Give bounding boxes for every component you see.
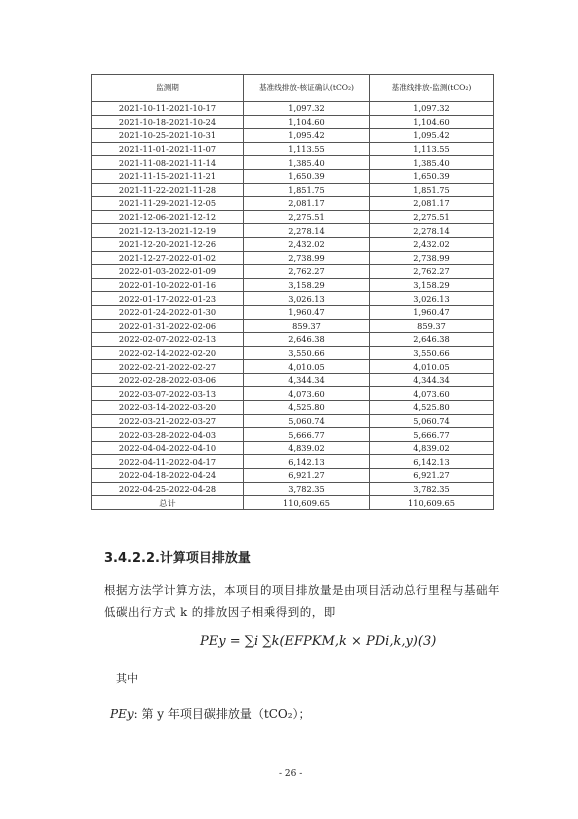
verified-cell: 1,097.32 bbox=[244, 102, 370, 116]
table-row bbox=[92, 102, 494, 116]
monitored-cell: 4,839.02 bbox=[370, 441, 494, 455]
emission-formula: PEy = ∑i ∑k(EFPKM,k × PDi,k,y)(3) bbox=[200, 634, 437, 649]
table-row bbox=[92, 251, 494, 265]
period-cell: 2022-04-18-2022-04-24 bbox=[92, 469, 244, 483]
monitored-cell: 3,782.35 bbox=[370, 482, 494, 496]
verified-cell: 5,060.74 bbox=[244, 414, 370, 428]
variable-description: : 第 y 年项目碳排放量（tCO₂）； bbox=[133, 707, 311, 721]
table-row bbox=[92, 169, 494, 183]
verified-cell: 1,851.75 bbox=[244, 183, 370, 197]
table-row bbox=[92, 265, 494, 279]
period-cell: 2021-12-06-2021-12-12 bbox=[92, 210, 244, 224]
table-row bbox=[92, 210, 494, 224]
table-header-row bbox=[92, 75, 494, 102]
total-verified: 110,609.65 bbox=[244, 496, 370, 510]
body-paragraph: 根据方法学计算方法，本项目的项目排放量是由项目活动总行里程与基础年低碳出行方式 k 的排放因子相乘得到的，即 bbox=[104, 583, 500, 619]
period-cell: 2022-04-25-2022-04-28 bbox=[92, 482, 244, 496]
verified-cell: 2,762.27 bbox=[244, 265, 370, 279]
period-cell: 2021-10-11-2021-10-17 bbox=[92, 102, 244, 116]
monitored-cell: 4,525.80 bbox=[370, 401, 494, 415]
monitored-cell: 1,113.55 bbox=[370, 142, 494, 156]
table-row bbox=[92, 441, 494, 455]
total-label: 总计 bbox=[92, 496, 244, 510]
period-cell: 2021-12-20-2021-12-26 bbox=[92, 237, 244, 251]
period-cell: 2022-04-04-2022-04-10 bbox=[92, 441, 244, 455]
emissions-table bbox=[91, 74, 494, 510]
monitored-cell: 2,275.51 bbox=[370, 210, 494, 224]
monitored-cell: 2,738.99 bbox=[370, 251, 494, 265]
monitored-cell: 4,344.34 bbox=[370, 373, 494, 387]
period-cell: 2021-11-15-2021-11-21 bbox=[92, 169, 244, 183]
header-verified: 基准线排放-核证确认(tCO₂) bbox=[244, 75, 370, 102]
monitored-cell: 2,646.38 bbox=[370, 333, 494, 347]
table-row bbox=[92, 455, 494, 469]
period-cell: 2022-04-11-2022-04-17 bbox=[92, 455, 244, 469]
monitored-cell: 2,432.02 bbox=[370, 237, 494, 251]
variable-symbol: PEy bbox=[110, 707, 134, 721]
verified-cell: 1,113.55 bbox=[244, 142, 370, 156]
period-cell: 2022-02-07-2022-02-13 bbox=[92, 333, 244, 347]
table-row bbox=[92, 197, 494, 211]
table-row bbox=[92, 373, 494, 387]
monitored-cell: 1,104.60 bbox=[370, 115, 494, 129]
verified-cell: 2,275.51 bbox=[244, 210, 370, 224]
verified-cell: 3,550.66 bbox=[244, 346, 370, 360]
verified-cell: 6,142.13 bbox=[244, 455, 370, 469]
monitored-cell: 2,278.14 bbox=[370, 224, 494, 238]
period-cell: 2021-12-27-2022-01-02 bbox=[92, 251, 244, 265]
table-row bbox=[92, 401, 494, 415]
verified-cell: 1,104.60 bbox=[244, 115, 370, 129]
verified-cell: 1,095.42 bbox=[244, 129, 370, 143]
monitored-cell: 1,650.39 bbox=[370, 169, 494, 183]
verified-cell: 1,960.47 bbox=[244, 305, 370, 319]
verified-cell: 1,650.39 bbox=[244, 169, 370, 183]
table-row bbox=[92, 414, 494, 428]
table-row bbox=[92, 183, 494, 197]
monitored-cell: 4,010.05 bbox=[370, 360, 494, 374]
period-cell: 2022-02-14-2022-02-20 bbox=[92, 346, 244, 360]
total-monitored: 110,609.65 bbox=[370, 496, 494, 510]
table-row bbox=[92, 387, 494, 401]
period-cell: 2022-01-10-2022-01-16 bbox=[92, 278, 244, 292]
monitored-cell: 6,921.27 bbox=[370, 469, 494, 483]
period-cell: 2021-11-22-2021-11-28 bbox=[92, 183, 244, 197]
verified-cell: 4,839.02 bbox=[244, 441, 370, 455]
verified-cell: 2,738.99 bbox=[244, 251, 370, 265]
table-row bbox=[92, 129, 494, 143]
monitored-cell: 5,060.74 bbox=[370, 414, 494, 428]
header-period: 监测期 bbox=[92, 75, 244, 102]
table-row bbox=[92, 428, 494, 442]
table-row bbox=[92, 319, 494, 333]
period-cell: 2022-02-21-2022-02-27 bbox=[92, 360, 244, 374]
table-row bbox=[92, 333, 494, 347]
period-cell: 2022-02-28-2022-03-06 bbox=[92, 373, 244, 387]
table-row bbox=[92, 156, 494, 170]
verified-cell: 5,666.77 bbox=[244, 428, 370, 442]
verified-cell: 2,646.38 bbox=[244, 333, 370, 347]
verified-cell: 4,010.05 bbox=[244, 360, 370, 374]
page-number: - 26 - bbox=[279, 769, 303, 779]
period-cell: 2021-10-25-2021-10-31 bbox=[92, 129, 244, 143]
table-row bbox=[92, 278, 494, 292]
verified-cell: 3,026.13 bbox=[244, 292, 370, 306]
monitored-cell: 6,142.13 bbox=[370, 455, 494, 469]
monitored-cell: 1,851.75 bbox=[370, 183, 494, 197]
where-label: 其中 bbox=[116, 672, 138, 685]
monitored-cell: 1,385.40 bbox=[370, 156, 494, 170]
table-row bbox=[92, 346, 494, 360]
monitored-cell: 1,960.47 bbox=[370, 305, 494, 319]
monitored-cell: 859.37 bbox=[370, 319, 494, 333]
verified-cell: 4,073.60 bbox=[244, 387, 370, 401]
table-row bbox=[92, 305, 494, 319]
monitored-cell: 1,095.42 bbox=[370, 129, 494, 143]
verified-cell: 4,525.80 bbox=[244, 401, 370, 415]
table-row bbox=[92, 224, 494, 238]
period-cell: 2022-01-03-2022-01-09 bbox=[92, 265, 244, 279]
table-row bbox=[92, 237, 494, 251]
monitored-cell: 3,158.29 bbox=[370, 278, 494, 292]
verified-cell: 2,432.02 bbox=[244, 237, 370, 251]
verified-cell: 4,344.34 bbox=[244, 373, 370, 387]
verified-cell: 859.37 bbox=[244, 319, 370, 333]
monitored-cell: 5,666.77 bbox=[370, 428, 494, 442]
verified-cell: 3,158.29 bbox=[244, 278, 370, 292]
variable-definition bbox=[110, 705, 311, 722]
table-row bbox=[92, 142, 494, 156]
period-cell: 2022-01-24-2022-01-30 bbox=[92, 305, 244, 319]
period-cell: 2021-10-18-2021-10-24 bbox=[92, 115, 244, 129]
monitored-cell: 4,073.60 bbox=[370, 387, 494, 401]
period-cell: 2021-11-08-2021-11-14 bbox=[92, 156, 244, 170]
table-row bbox=[92, 469, 494, 483]
verified-cell: 6,921.27 bbox=[244, 469, 370, 483]
period-cell: 2022-03-07-2022-03-13 bbox=[92, 387, 244, 401]
table-row bbox=[92, 360, 494, 374]
period-cell: 2022-03-14-2022-03-20 bbox=[92, 401, 244, 415]
period-cell: 2021-11-01-2021-11-07 bbox=[92, 142, 244, 156]
monitored-cell: 3,550.66 bbox=[370, 346, 494, 360]
monitored-cell: 1,097.32 bbox=[370, 102, 494, 116]
monitored-cell: 3,026.13 bbox=[370, 292, 494, 306]
monitored-cell: 2,081.17 bbox=[370, 197, 494, 211]
period-cell: 2022-01-31-2022-02-06 bbox=[92, 319, 244, 333]
period-cell: 2022-03-21-2022-03-27 bbox=[92, 414, 244, 428]
monitored-cell: 2,762.27 bbox=[370, 265, 494, 279]
period-cell: 2022-01-17-2022-01-23 bbox=[92, 292, 244, 306]
table-total-row bbox=[92, 496, 494, 510]
period-cell: 2021-11-29-2021-12-05 bbox=[92, 197, 244, 211]
verified-cell: 3,782.35 bbox=[244, 482, 370, 496]
section-heading: 3.4.2.2.计算项目排放量 bbox=[104, 551, 251, 566]
period-cell: 2021-12-13-2021-12-19 bbox=[92, 224, 244, 238]
header-monitored: 基准线排放-监测(tCO₂) bbox=[370, 75, 494, 102]
table-row bbox=[92, 482, 494, 496]
period-cell: 2022-03-28-2022-04-03 bbox=[92, 428, 244, 442]
verified-cell: 2,081.17 bbox=[244, 197, 370, 211]
verified-cell: 1,385.40 bbox=[244, 156, 370, 170]
verified-cell: 2,278.14 bbox=[244, 224, 370, 238]
table-row bbox=[92, 115, 494, 129]
table-row bbox=[92, 292, 494, 306]
